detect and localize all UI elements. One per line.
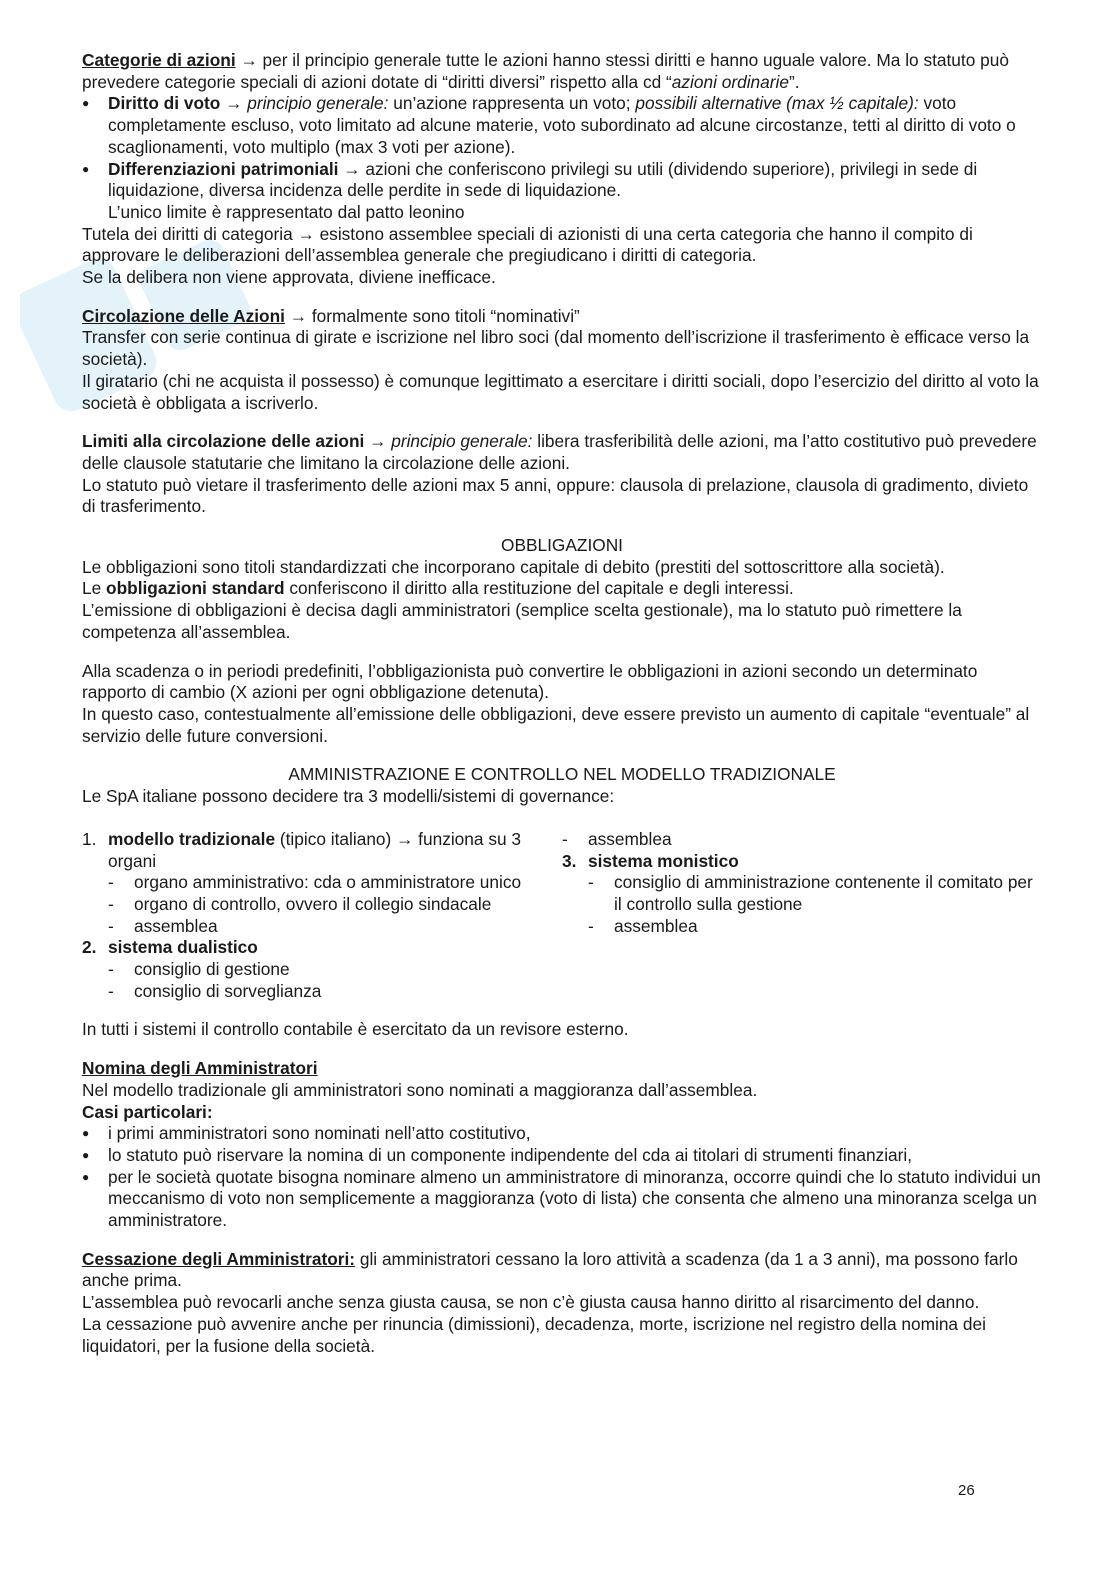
paragraph: Lo statuto può vietare il trasferimento delle azioni max 5 anni, oppure: clausola di prelazione, clausola di gradimento, divieto di trasferimento. — [82, 474, 1029, 517]
paragraph: Le SpA italiane possono decidere tra 3 modelli/sistemi di governance: — [82, 786, 615, 807]
circolazione-title: Circolazione delle Azioni — [82, 305, 285, 326]
amministrazione-heading: AMMINISTRAZIONE E CONTROLLO NEL MODELLO TRADIZIONALE — [288, 764, 836, 785]
model-1: 1. modello tradizionale (tipico italiano) → funziona su 3 organi — [82, 828, 521, 871]
nomina-title: Nomina degli Amministratori — [82, 1058, 318, 1079]
circolazione-heading: Circolazione delle Azioni → formalmente sono titoli “nominativi” — [82, 305, 580, 326]
list-item: - consiglio di gestione — [108, 959, 290, 980]
categorie-azioni-title: Categorie di azioni — [82, 50, 236, 70]
list-item: - assemblea — [562, 828, 672, 849]
limiti-circolazione: Limiti alla circolazione delle azioni → principio generale: libera trasferibilità delle azioni, ma l’atto costitutivo può prevedere delle clausole statutarie che limitano la circolazione delle azioni. — [82, 431, 1037, 473]
list-item: ● per le società quotate bisogna nominare almeno un amministratore di minoranza, occorre quindi che lo statuto individui un meccanismo di voto non semplicemente a maggioranza (voto di lista) che consenta che almeno una minoranza scelga un amministratore. — [82, 1167, 1042, 1232]
paragraph: Tutela dei diritti di categoria → esistono assemblee speciali di azionisti di una certa categoria che hanno il compito di approvare le deliberazioni dell’assemblea generale che pregiudicano i diritti di categoria. — [82, 223, 973, 266]
list-item: ● i primi amministratori sono nominati nell’atto costitutivo, — [82, 1123, 1042, 1145]
document-page — [82, 50, 1042, 1357]
page-number: 26 — [958, 1482, 975, 1499]
categorie-azioni-intro: Categorie di azioni → per il principio generale tutte le azioni hanno stessi diritti e hanno uguale valore. Ma lo statuto può prevedere categorie speciali di azioni dotate di “diritti diversi” rispetto alla cd “azioni ordinarie”. — [82, 50, 1009, 92]
paragraph: Le obbligazioni sono titoli standardizzati che incorporano capitale di debito (prestiti del sottoscrittore alla società). — [82, 556, 945, 577]
model-3: 3. sistema monistico — [562, 850, 739, 871]
paragraph: Il giratario (chi ne acquista il possesso) è comunque legittimato a esercitare i diritti sociali, dopo l’esercizio del diritto al voto la società è obbligata a iscriverlo. — [82, 370, 1039, 413]
list-item: ● lo statuto può riservare la nomina di un componente indipendente del cda ai titolari di strumenti finanziari, — [82, 1145, 1042, 1167]
paragraph: In tutti i sistemi il controllo contabile è esercitato da un revisore esterno. — [82, 1019, 629, 1040]
casi-particolari-label: Casi particolari: — [82, 1101, 213, 1122]
list-item: - organo amministrativo: cda o amministratore unico — [108, 872, 522, 893]
cessazione-intro: Cessazione degli Amministratori: gli amministratori cessano la loro attività a scadenza (da 1 a 3 anni), ma possono farlo anche prima. — [82, 1248, 1018, 1291]
paragraph: La cessazione può avvenire anche per rinuncia (dimissioni), decadenza, morte, iscrizione nel registro della nomina dei liquidatori, per la fusione della società. — [82, 1313, 986, 1356]
list-item: ● Differenziazioni patrimoniali → azioni che conferiscono privilegi su utili (dividendo superiore), privilegi in sede di liquidazione, diversa incidenza delle perdite in sede di liquidazione. L’unico limite è rappresentato dal patto leonino — [82, 159, 1042, 224]
list-item: - organo di controllo, ovvero il collegio sindacale — [108, 893, 492, 914]
paragraph: L’assemblea può revocarli anche senza giusta causa, se non c’è giusta causa hanno diritto al risarcimento del danno. — [82, 1292, 980, 1313]
list-item: - assemblea — [588, 915, 698, 936]
cessazione-title: Cessazione degli Amministratori: — [82, 1248, 356, 1269]
casi-particolari-list — [82, 1123, 1042, 1232]
list-item: - consiglio di sorveglianza — [108, 980, 322, 1001]
governance-models — [82, 829, 1042, 1003]
categorie-bullets — [82, 93, 1042, 223]
list-item: ● Diritto di voto → principio generale: un’azione rappresenta un voto; possibili alternative (max ½ capitale): voto completamente escluso, voto limitato ad alcune materie, voto subordinato ad alcune circostanze, tetti al diritto di voto o scaglionamenti, voto multiplo (max 3 voti per azione). — [82, 93, 1042, 158]
obbligazioni-heading: OBBLIGAZIONI — [501, 535, 623, 556]
paragraph: Nel modello tradizionale gli amministratori sono nominati a maggioranza dall’assemblea. — [82, 1079, 758, 1100]
list-item: - consiglio di amministrazione contenente il comitato per il controllo sulla gestione — [588, 872, 1033, 914]
paragraph: In questo caso, contestualmente all’emissione delle obbligazioni, deve essere previsto un aumento di capitale “eventuale” al servizio delle future conversioni. — [82, 703, 1030, 746]
model-2: 2. sistema dualistico — [82, 937, 258, 958]
paragraph: L’emissione di obbligazioni è decisa dagli amministratori (semplice scelta gestionale), ma lo statuto può rimettere la competenza all’assemblea. — [82, 600, 962, 642]
list-item: - assemblea — [108, 915, 218, 936]
models-column-left — [82, 829, 562, 1003]
paragraph: Se la delibera non viene approvata, diviene inefficace. — [82, 267, 496, 288]
paragraph: Transfer con serie continua di girate e iscrizione nel libro soci (dal momento dell’iscrizione il trasferimento è efficace verso la società). — [82, 327, 1030, 370]
paragraph: Le obbligazioni standard conferiscono il diritto alla restituzione del capitale e degli interessi. — [82, 578, 794, 599]
models-column-right — [562, 829, 1042, 1003]
paragraph: Alla scadenza o in periodi predefiniti, l’obbligazionista può convertire le obbligazioni in azioni secondo un determinato rapporto di cambio (X azioni per ogni obbligazione detenuta). — [82, 660, 978, 703]
